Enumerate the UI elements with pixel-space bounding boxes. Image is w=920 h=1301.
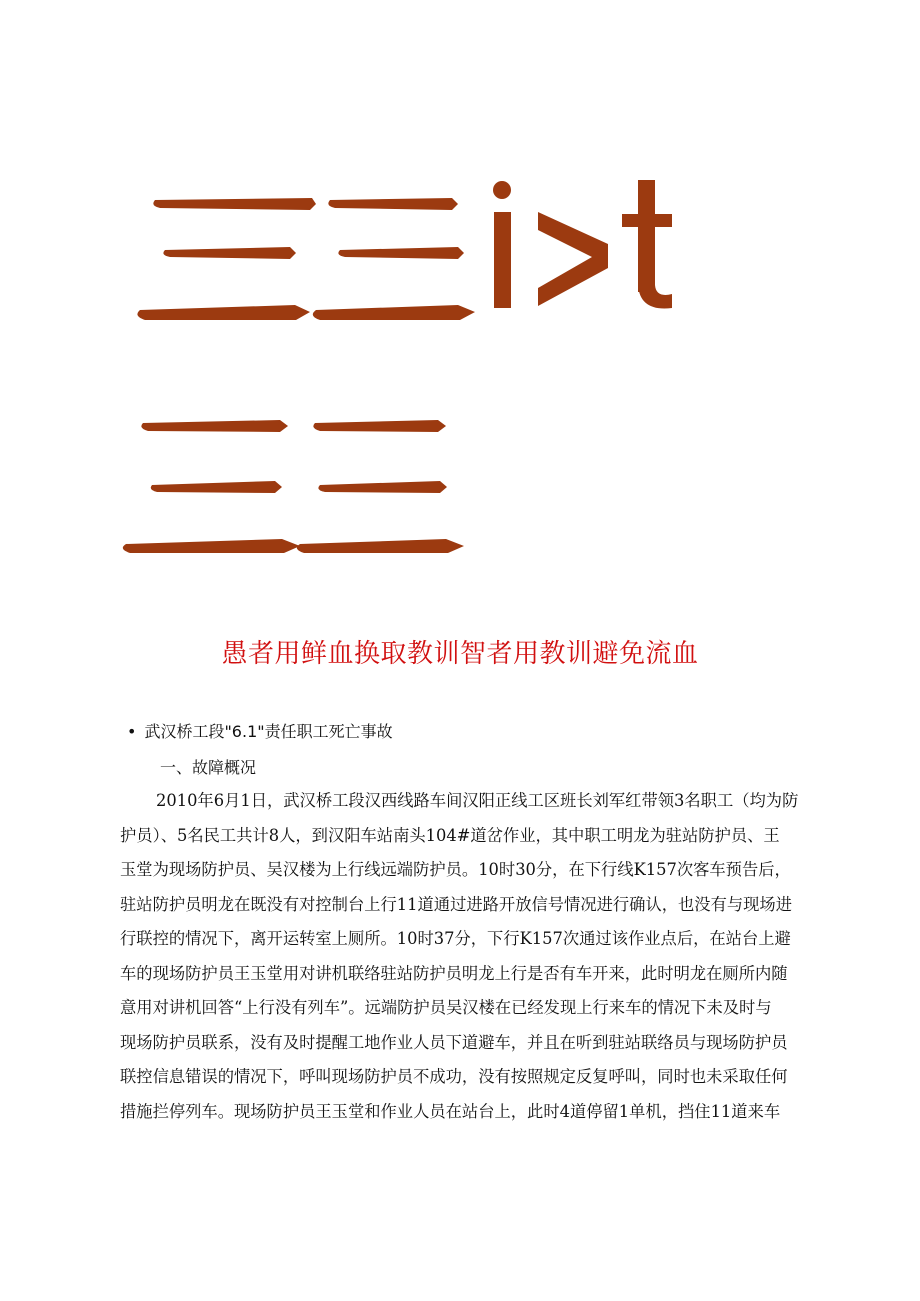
section-heading: 一、故障概况 bbox=[160, 758, 257, 777]
banner-graphic bbox=[0, 0, 920, 600]
case-title bbox=[127, 719, 393, 742]
banner-glyph-san-4 bbox=[297, 420, 464, 553]
banner-glyph-san-2 bbox=[313, 198, 475, 320]
body-line: 意用对讲机回答“上行没有列车”。远端防护员吴汉楼在已经发现上行来车的情况下未及时与 bbox=[120, 998, 772, 1017]
body-line: 玉堂为现场防护员、吴汉楼为上行线远端防护员。10时30分，在下行线K157次客车预告后， bbox=[120, 860, 791, 879]
banner-glyph-i bbox=[493, 181, 511, 308]
body-line: 驻站防护员明龙在既没有对控制台上行11道通过进路开放信号情况进行确认，也没有与现场进 bbox=[120, 894, 792, 914]
banner-glyph-san-1 bbox=[137, 198, 316, 320]
banner-art bbox=[0, 0, 920, 600]
body-line: 车的现场防护员王玉堂用对讲机联络驻站防护员明龙上行是否有车开来，此时明龙在厕所内随 bbox=[120, 963, 788, 983]
body-line: 护员）、5名民工共计8人，到汉阳车站南头104#道岔作业，其中职工明龙为驻站防护员、王 bbox=[120, 825, 780, 845]
body-line: 现场防护员联系，没有及时提醒工地作业人员下道避车，并且在听到驻站联络员与现场防护员 bbox=[120, 1032, 788, 1052]
banner-glyph-gt bbox=[538, 212, 608, 306]
case-body bbox=[120, 790, 800, 1135]
bullet: • bbox=[127, 722, 137, 741]
body-line: 联控信息错误的情况下，呼叫现场防护员不成功，没有按照规定反复呼叫，同时也未采取任何 bbox=[120, 1067, 788, 1086]
body-line: 行联控的情况下，离开运转室上厕所。10时37分，下行K157次通过该作业点后，在站台上避 bbox=[120, 929, 791, 948]
body-line: 措施拦停列车。现场防护员王玉堂和作业人员在站台上，此时4道停留1单机，挡住11道来车 bbox=[120, 1101, 781, 1121]
banner-glyph-san-3 bbox=[123, 420, 300, 553]
body-line: 2010年6月1日，武汉桥工段汉西线路车间汉阳正线工区班长刘军红带领3名职工（均为防 bbox=[156, 791, 799, 810]
case-title-text: 武汉桥工段"6.1"责任职工死亡事故 bbox=[144, 722, 393, 741]
slogan-heading: 愚者用鲜血换取教训智者用教训避免流血 bbox=[221, 639, 699, 669]
banner-glyph-t bbox=[622, 180, 672, 309]
